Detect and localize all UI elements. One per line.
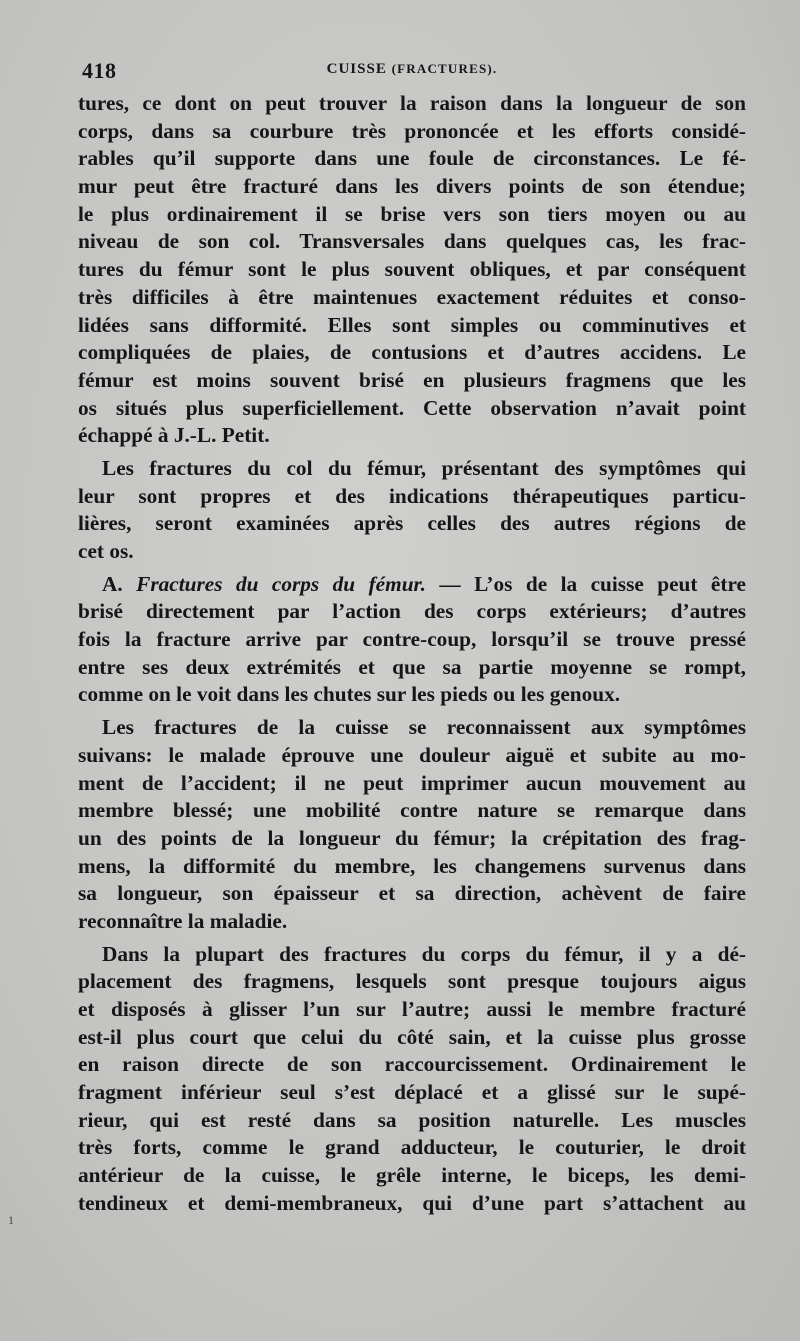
text-line: lidées sans difformité. Elles sont simples ou comminutives et bbox=[78, 312, 746, 337]
text-line: est-il plus court que celui du côté sain, et la cuisse plus grosse bbox=[78, 1024, 746, 1049]
running-title-main: CUISSE bbox=[326, 61, 387, 77]
text-line: tendineux et demi-membraneux, qui d’une part s’attachent au bbox=[78, 1190, 746, 1215]
text-line: brisé directement par l’action des corps extérieurs; d’autres bbox=[78, 599, 746, 624]
text-line: comme on le voit dans les chutes sur les pieds ou les genoux. bbox=[78, 682, 621, 707]
text-line: lières, seront examinées après celles des autres régions de bbox=[78, 511, 746, 536]
text-line: os situés plus superficiellement. Cette observation n’avait point bbox=[78, 395, 746, 420]
text-line: corps, dans sa courbure très prononcée et les efforts considé- bbox=[78, 118, 746, 143]
text-line: en raison directe de son raccourcissement. Ordinairement le bbox=[78, 1052, 746, 1077]
paragraph bbox=[78, 714, 746, 936]
text-line: Les fractures de la cuisse se reconnaissent aux symptômes bbox=[102, 715, 746, 740]
text-line: leur sont propres et des indications thérapeutiques particu- bbox=[78, 483, 746, 508]
section-title: Fractures du corps du fémur. bbox=[136, 571, 426, 596]
section-heading-line bbox=[78, 571, 746, 599]
running-head bbox=[78, 58, 746, 88]
body-text bbox=[78, 90, 746, 1218]
text-line: cet os. bbox=[78, 539, 134, 563]
text-line: mur peut être fracturé dans les divers points de son étendue; bbox=[78, 174, 746, 199]
text-line: ment de l’accident; il ne peut imprimer aucun mouvement au bbox=[78, 770, 746, 795]
text-line: sa longueur, son épaisseur et sa direction, achèvent de faire bbox=[78, 881, 746, 906]
text-line: mens, la difformité du membre, les changemens survenus dans bbox=[78, 853, 746, 878]
text-line: fois la fracture arrive par contre-coup, lorsqu’il se trouve pressé bbox=[78, 627, 746, 652]
running-title-sub: (FRACTURES). bbox=[391, 61, 498, 76]
text-line: Les fractures du col du fémur, présentant des symptômes qui bbox=[102, 455, 746, 480]
text-line: reconnaître la maladie. bbox=[78, 908, 288, 933]
text-line: très forts, comme le grand adducteur, le couturier, le droit bbox=[78, 1135, 746, 1160]
text-line: rieur, qui est resté dans sa position naturelle. Les muscles bbox=[78, 1107, 746, 1132]
text-line: très difficiles à être maintenues exactement réduites et conso- bbox=[78, 284, 746, 309]
text-line: suivans: le malade éprouve une douleur aiguë et subite au mo- bbox=[78, 742, 746, 767]
text-line: niveau de son col. Transversales dans quelques cas, les frac- bbox=[78, 229, 746, 254]
text-line: fémur est moins souvent brisé en plusieurs fragmens que les bbox=[78, 367, 746, 392]
text-line: rables qu’il supporte dans une foule de circonstances. Le fé- bbox=[78, 146, 746, 171]
text-line: compliquées de plaies, de contusions et d’autres accidens. Le bbox=[78, 340, 746, 365]
text-line: tures, ce dont on peut trouver la raison dans la longueur de son bbox=[78, 91, 746, 115]
text-line: membre blessé; une mobilité contre nature se remarque dans bbox=[78, 798, 746, 823]
text-line: le plus ordinairement il se brise vers son tiers moyen ou au bbox=[78, 201, 746, 226]
margin-mark: 1 bbox=[8, 1213, 14, 1227]
text-line: et disposés à glisser l’un sur l’autre; aussi le membre fracturé bbox=[78, 997, 746, 1021]
text-line: tures du fémur sont le plus souvent obliques, et par conséquent bbox=[78, 257, 746, 282]
text-line: échappé à J.-L. Petit. bbox=[78, 423, 270, 448]
running-title bbox=[78, 61, 746, 78]
text-line: un des points de la longueur du fémur; la crépitation des frag- bbox=[78, 825, 746, 850]
text-line: Dans la plupart des fractures du corps du fémur, il y a dé- bbox=[102, 941, 746, 966]
section-label: A. bbox=[102, 571, 123, 596]
paragraph bbox=[78, 90, 746, 450]
paragraph bbox=[78, 941, 746, 1218]
text-line: entre ses deux extrémités et que sa partie moyenne se rompt, bbox=[78, 654, 746, 679]
paragraph-section-a bbox=[78, 571, 746, 709]
section-heading-rest: — L’os de la cuisse peut être bbox=[439, 571, 746, 596]
text-line: fragment inférieur seul s’est déplacé et a glissé sur le supé- bbox=[78, 1080, 746, 1105]
text-line: placement des fragmens, lesquels sont presque toujours aigus bbox=[78, 969, 746, 994]
text-line: antérieur de la cuisse, le grêle interne, le biceps, les demi- bbox=[78, 1163, 746, 1188]
paragraph bbox=[78, 455, 746, 566]
page-number: 418 bbox=[82, 58, 117, 83]
